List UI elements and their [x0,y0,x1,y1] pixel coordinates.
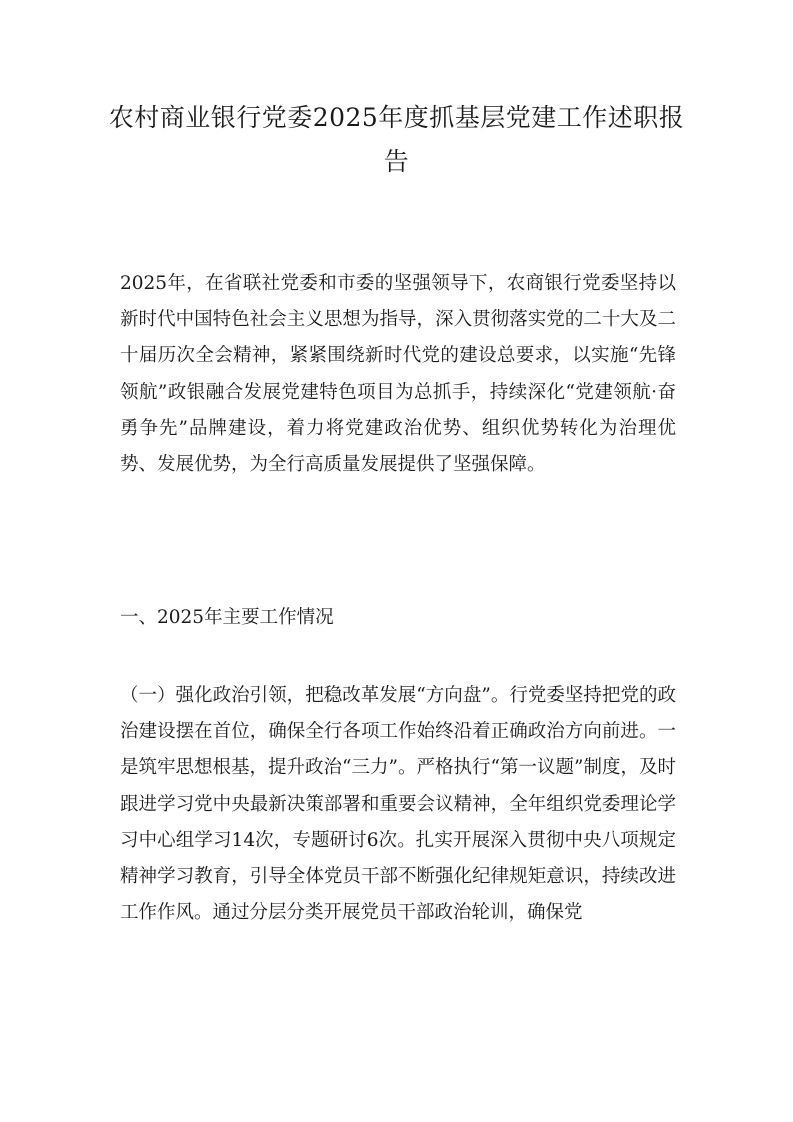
section-paragraph: （一）强化政治引领，把稳改革发展“方向盘”。行党委坚持把党的政治建设摆在首位，确保全行各项工作始终沿着正确政治方向前进。一是筑牢思想根基，提升政治“三力”。严格执行“第一议题”制度，及时跟进学习党中央最新决策部署和重要会议精神，全年组织党委理论学习中心组学习14次，专题研讨6次。扎实开展深入贯彻中央八项规定精神学习教育，引导全体党员干部不断强化纪律规矩意识，持续改进工作作风。通过分层分类开展党员干部政治轮训，确保党 [120,685,676,924]
intro-paragraph: 2025年，在省联社党委和市委的坚强领导下，农商银行党委坚持以新时代中国特色社会主义思想为指导，深入贯彻落实党的二十大及二十届历次全会精神，紧紧围绕新时代党的建设总要求，以实施“先锋领航”政银融合发展党建特色项目为总抓手，持续深化“党建领航·奋勇争先”品牌建设，着力将党建政治优势、组织优势转化为治理优势、发展优势，为全行高质量发展提供了坚强保障。 [120,273,676,476]
section-heading: 一、2025年主要工作情况 [120,607,334,628]
document-title: 农村商业银行党委2025年度抓基层党建工作述职报告 [108,103,685,176]
